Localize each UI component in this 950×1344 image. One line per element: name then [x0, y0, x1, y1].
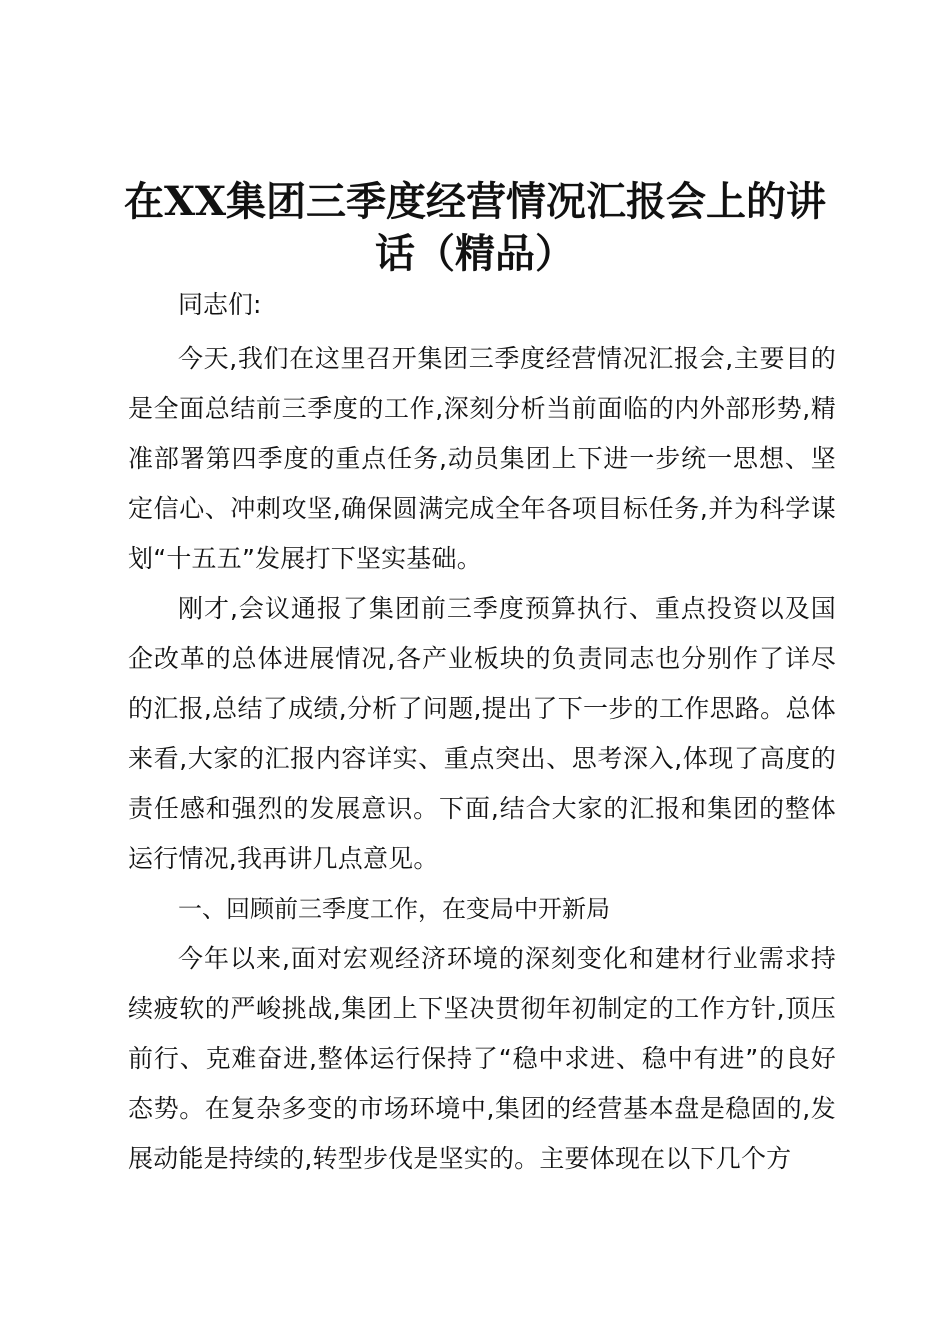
section-paragraph: 今年以来,面对宏观经济环境的深刻变化和建材行业需求持续疲软的严峻挑战,集团上下坚决贯彻年初制定的工作方针,顶压前行、克难奋进,整体运行保持了“稳中求进、稳中有进”的良好态势。在复杂多变的市场环境中,集团的经营基本盘是稳固的,发展动能是持续的,转型步伐是坚实的。主要体现在以下几个方 — [128, 944, 836, 1173]
document-title: 在XX集团三季度经营情况汇报会上的讲话（精品） — [123, 178, 827, 277]
paragraph-summary: 刚才,会议通报了集团前三季度预算执行、重点投资以及国企改革的总体进展情况,各产业板块的负责同志也分别作了详尽的汇报,总结了成绩,分析了问题,提出了下一步的工作思路。总体来看,大家的汇报内容详实、重点突出、思考深入,体现了高度的责任感和强烈的发展意识。下面,结合大家的汇报和集团的整体运行情况,我再讲几点意见。 — [128, 594, 836, 873]
paragraph-opening: 今天,我们在这里召开集团三季度经营情况汇报会,主要目的是全面总结前三季度的工作,深刻分析当前面临的内外部形势,精准部署第四季度的重点任务,动员集团上下进一步统一思想、坚定信心、冲刺攻坚,确保圆满完成全年各项目标任务,并为科学谋划“十五五”发展打下坚实基础。 — [128, 344, 836, 573]
document-body — [128, 284, 836, 1184]
section-heading: 一、回顾前三季度工作，在变局中开新局 — [178, 895, 610, 923]
salutation: 同志们: — [178, 290, 262, 319]
